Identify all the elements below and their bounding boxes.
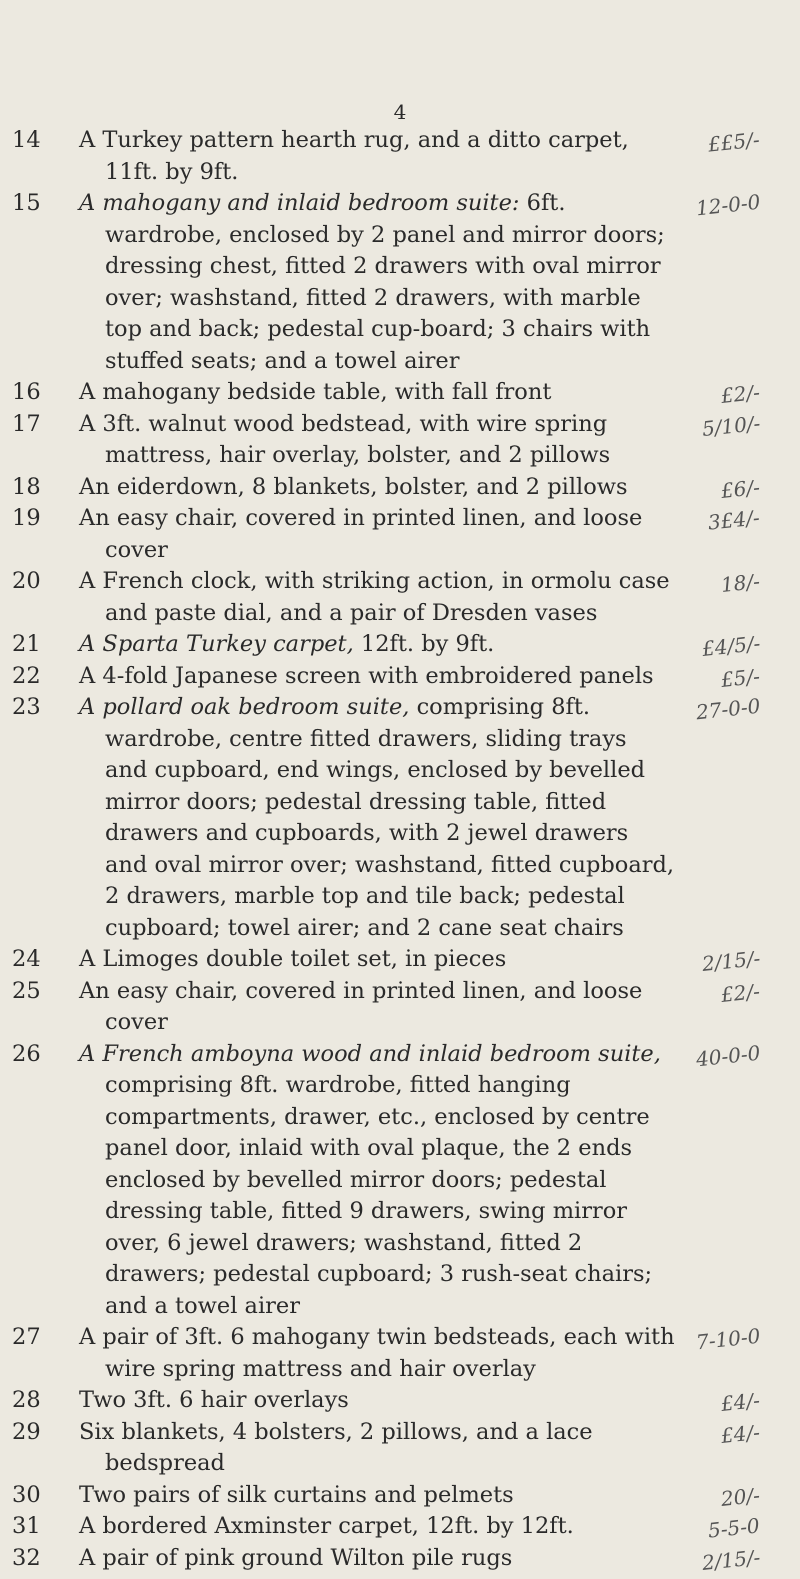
lot-description xyxy=(0,976,675,1039)
lot-lead: A pair xyxy=(79,1324,149,1350)
lot-body: Japanese screen with embroidered panels xyxy=(167,662,654,689)
lot-description xyxy=(0,377,675,409)
lot-number: 17 xyxy=(12,410,41,437)
handwritten-price: £4/5/- xyxy=(700,631,762,661)
lot-lead: A French amboyna wood and inlaid bedroom suite, xyxy=(79,1040,661,1067)
handwritten-price: 18/- xyxy=(719,569,762,597)
lot-lead: Two pairs xyxy=(79,1481,191,1508)
lot-entry xyxy=(0,629,800,661)
lot-description xyxy=(0,629,675,661)
lot-description xyxy=(0,944,675,976)
lot-description xyxy=(0,1543,675,1575)
lot-description xyxy=(0,566,675,629)
handwritten-price: 5/10/- xyxy=(700,410,762,441)
handwritten-price: £2/- xyxy=(719,978,762,1007)
handwritten-price: 2/15/- xyxy=(700,946,762,976)
lot-body: 6ft. wardrobe, enclosed by 2 panel and mirror doors; dressing chest, fitted 2 drawers with oval mirror over; washstand, fitted 2 drawers, with marble top and back; pedestal cup-board; 3 chairs with stuffed seats; and a towel airer xyxy=(105,190,665,374)
lot-entry xyxy=(0,1543,800,1575)
lot-body: Axminster carpet, 12ft. by 12ft. xyxy=(207,1513,574,1539)
handwritten-price: 5-5-0 xyxy=(707,1513,762,1543)
lot-lead: A 3ft. xyxy=(79,410,142,437)
handwritten-price: £2/- xyxy=(719,380,762,408)
handwritten-price: 7-10-0 xyxy=(694,1323,761,1355)
lot-number: 23 xyxy=(12,694,41,720)
lot-description xyxy=(0,1322,675,1385)
lot-entry xyxy=(0,1417,800,1480)
lot-number: 18 xyxy=(12,473,41,500)
lot-body: of pink ground Wilton pile rugs xyxy=(148,1544,513,1571)
page-number: 4 xyxy=(393,100,407,124)
handwritten-price: 12-0-0 xyxy=(694,189,761,221)
handwritten-price: £6/- xyxy=(719,474,762,503)
lot-lead: A mahogany xyxy=(79,379,221,405)
lot-description xyxy=(0,661,675,693)
lot-entry xyxy=(0,377,800,409)
lot-number: 22 xyxy=(12,662,41,689)
lot-list xyxy=(0,125,800,1574)
lot-entry xyxy=(0,503,800,566)
lot-number: 25 xyxy=(12,977,41,1004)
lot-entry xyxy=(0,944,800,976)
lot-description xyxy=(0,1385,675,1417)
handwritten-price: 20/- xyxy=(719,1482,762,1511)
lot-description xyxy=(0,125,675,188)
lot-number: 27 xyxy=(12,1324,41,1350)
lot-lead: A bordered xyxy=(79,1513,208,1539)
handwritten-price: 40-0-0 xyxy=(694,1040,761,1071)
lot-number: 28 xyxy=(12,1387,41,1413)
lot-body: 3ft. 6 hair overlays xyxy=(126,1387,349,1413)
lot-description xyxy=(0,188,675,377)
lot-body: comprising 8ft. wardrobe, centre fitted drawers, sliding trays and cupboard, end wings, enclosed by bevelled mirror doors; pedestal dressing table, fitted drawers and cupboards, with 2 jewel drawers and oval mirror over; washstand, fitted cupboard, 2 drawers, marble top and tile back; pedestal cupboard; towel airer; and 2 cane seat chairs xyxy=(105,694,675,941)
lot-lead: A French clock, xyxy=(79,568,258,594)
lot-number: 19 xyxy=(12,505,41,531)
lot-lead: A mahogany and inlaid bedroom suite: xyxy=(79,190,520,216)
lot-lead: A 4-fold xyxy=(79,662,168,689)
lot-entry xyxy=(0,409,800,472)
lot-number: 24 xyxy=(12,946,41,972)
lot-number: 30 xyxy=(12,1481,41,1508)
lot-body: of silk curtains and pelmets xyxy=(190,1481,514,1508)
lot-entry xyxy=(0,976,800,1039)
lot-number: 26 xyxy=(12,1040,41,1067)
lot-body: 4 bolsters, 2 pillows, and a lace bedspread xyxy=(105,1418,593,1476)
lot-entry xyxy=(0,1480,800,1512)
lot-description xyxy=(0,1480,675,1512)
lot-entry xyxy=(0,1322,800,1385)
handwritten-price: ££5/- xyxy=(707,127,762,157)
lot-description xyxy=(0,1511,675,1543)
lot-number: 21 xyxy=(12,631,41,657)
lot-body: covered in printed linen, and loose cover xyxy=(105,977,643,1035)
lot-lead: An eiderdown, xyxy=(79,473,245,500)
lot-lead: Two xyxy=(79,1387,127,1413)
lot-number: 32 xyxy=(12,1544,41,1571)
lot-entry xyxy=(0,1039,800,1323)
lot-lead: Six blankets, xyxy=(79,1418,226,1445)
lot-body: walnut wood bedstead, with wire spring mattress, hair overlay, bolster, and 2 pillows xyxy=(105,410,611,468)
lot-entry xyxy=(0,472,800,504)
handwritten-price: £4/- xyxy=(719,1388,762,1416)
lot-body: pattern hearth rug, and a ditto carpet, 11ft. by 9ft. xyxy=(105,127,629,185)
lot-body: with striking action, in ormolu case and paste dial, and a pair of Dresden vases xyxy=(105,568,670,626)
lot-body: covered in printed linen, and loose cover xyxy=(105,505,643,563)
lot-lead: A Limoges xyxy=(79,946,199,972)
lot-description xyxy=(0,1039,675,1323)
handwritten-price: 2/15/- xyxy=(700,1544,762,1575)
lot-lead: A Turkey xyxy=(79,127,183,153)
lot-entry xyxy=(0,692,800,944)
handwritten-price: 3£4/- xyxy=(707,505,762,535)
handwritten-price: £4/- xyxy=(719,1419,762,1448)
lot-entry xyxy=(0,188,800,377)
lot-lead: A pair xyxy=(79,1544,149,1571)
lot-body: comprising 8ft. wardrobe, fitted hanging compartments, drawer, etc., enclosed by centre panel door, inlaid with oval plaque, the 2 ends enclosed by bevelled mirror doors; pedestal dressing table, fitted 9 drawers, swing mirror over, 6 jewel drawers; washstand, fitted 2 drawers; pedestal cupboard; 3 rush-seat chairs; and a towel airer xyxy=(105,1072,653,1319)
lot-body: of 3ft. 6 mahogany twin bedsteads, each with wire spring mattress and hair overlay xyxy=(105,1324,675,1382)
lot-number: 16 xyxy=(12,379,41,405)
lot-body: 12ft. by 9ft. xyxy=(353,631,495,657)
lot-lead: A Sparta Turkey carpet, xyxy=(79,631,354,657)
lot-entry xyxy=(0,566,800,629)
lot-description xyxy=(0,472,675,504)
lot-number: 29 xyxy=(12,1418,41,1445)
lot-entry xyxy=(0,1385,800,1417)
lot-lead: A pollard oak bedroom suite, xyxy=(79,694,410,720)
handwritten-price: £5/- xyxy=(719,663,762,692)
lot-number: 15 xyxy=(12,190,41,216)
lot-entry xyxy=(0,125,800,188)
lot-number: 14 xyxy=(12,127,41,153)
lot-body: double toilet set, in pieces xyxy=(198,946,507,972)
lot-lead: An easy chair, xyxy=(79,505,239,531)
lot-description xyxy=(0,692,675,944)
lot-entry xyxy=(0,661,800,693)
lot-description xyxy=(0,1417,675,1480)
lot-description xyxy=(0,409,675,472)
lot-number: 31 xyxy=(12,1513,41,1539)
lot-body: 8 blankets, bolster, and 2 pillows xyxy=(244,473,628,500)
lot-body: bedside table, with fall front xyxy=(220,379,552,405)
lot-description xyxy=(0,503,675,566)
lot-lead: An easy chair, xyxy=(79,977,239,1004)
lot-number: 20 xyxy=(12,568,41,594)
lot-entry xyxy=(0,1511,800,1543)
handwritten-price: 27-0-0 xyxy=(694,693,761,725)
